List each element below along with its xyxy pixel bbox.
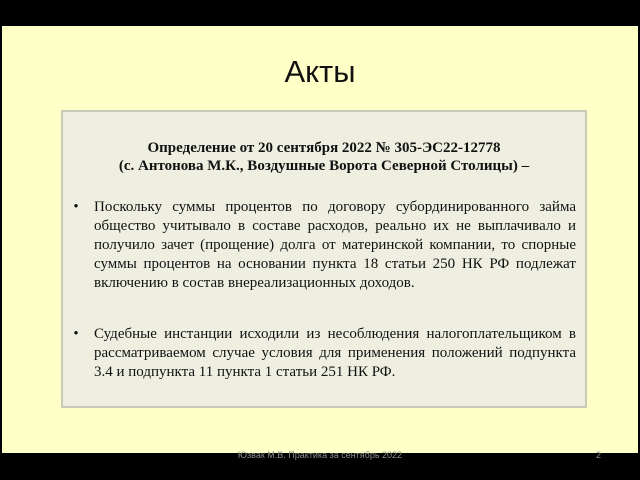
- bullet-marker: •: [73, 199, 79, 215]
- slide-number: 2: [596, 450, 602, 460]
- case-reference-line-1: Определение от 20 сентября 2022 № 305-ЭС22-12778: [147, 140, 501, 156]
- case-reference-line-2: (с. Антонова М.К., Воздушные Ворота Северной Столицы) –: [118, 158, 530, 174]
- bullet-marker: •: [73, 326, 79, 342]
- content-box: [61, 110, 587, 408]
- slide-footer: Юзвак М.В. Практика за сентябрь 2022: [237, 450, 403, 460]
- bullet-text: Судебные инстанции исходили из несоблюдения налогоплательщиком в рассматриваемом случае условия для применения положений подпункта 3.4 и подпункта 11 пункта 1 статьи 251 НК РФ.: [94, 326, 576, 380]
- slide-title: Акты: [284, 54, 356, 89]
- bullet-text: Поскольку суммы процентов по договору субординированного займа общество учитывало в составе расходов, реально их не выплачивало и получило зачет (прощение) долга от материнской компании, то спорные суммы процентов на основании пункта 18 статьи 250 НК РФ подлежат включению в состав внереализационных доходов.: [94, 199, 576, 291]
- presentation-slide: [2, 26, 638, 460]
- case-reference-header: [63, 139, 585, 175]
